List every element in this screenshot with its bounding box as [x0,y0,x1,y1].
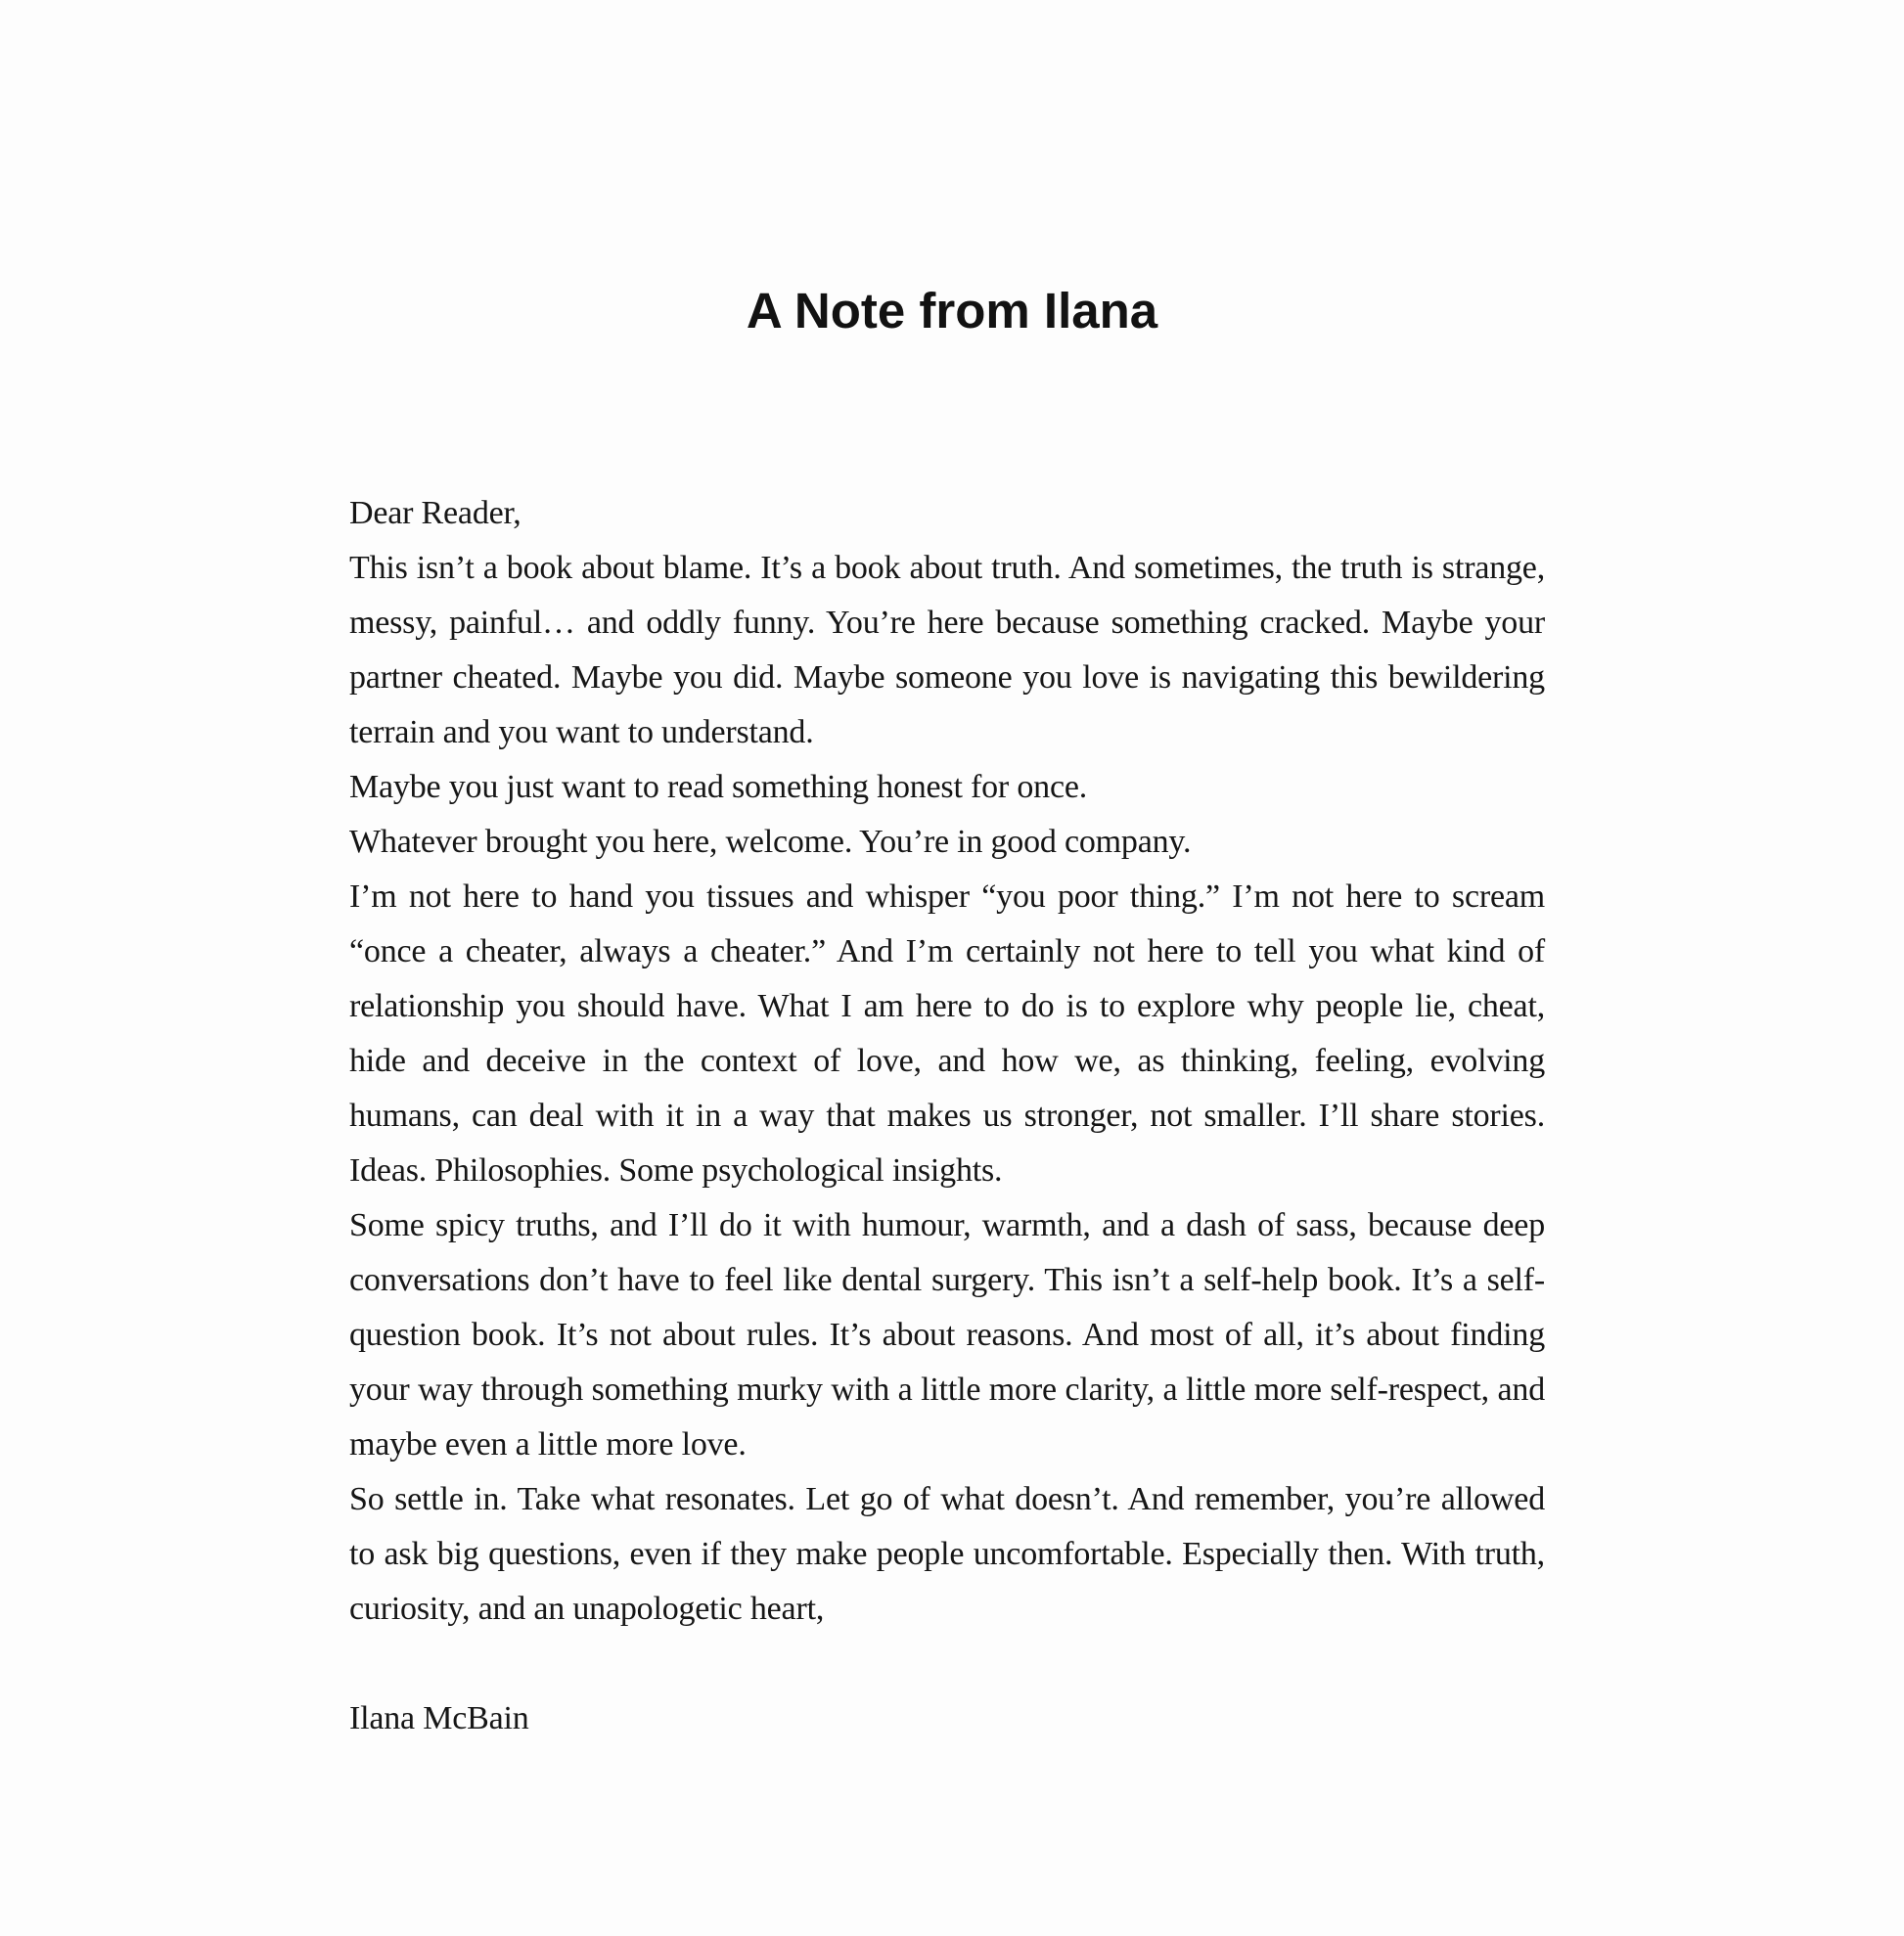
paragraph: I’m not here to hand you tissues and whisper “you poor thing.” I’m not here to scream “once a cheater, always a cheater.” And I’m certainly not here to tell you what kind of relationship you should have. What I am here to do is to explore why people lie, cheat, hide and deceive in the context of love, and how we, as thinking, feeling, evolving humans, can deal with it in a way that makes us stronger, not smaller. I’ll share stories. Ideas. Philosophies. Some psychological insights. [349,878,1545,1189]
paragraph: This isn’t a book about blame. It’s a book about truth. And sometimes, the truth is strange, messy, painful… and oddly funny. You’re here because something cracked. Maybe your partner cheated. Maybe you did. Maybe someone you love is navigating this bewildering terrain and you want to understand. [349,550,1545,750]
page-title: A Note from Ilana [746,283,1158,338]
paragraph: So settle in. Take what resonates. Let go of what doesn’t. And remember, you’re allowed to ask big questions, even if they make people uncomfortable. Especially then. With truth, curiosity, and an unapologetic heart, [349,1481,1545,1627]
paragraph: Some spicy truths, and I’ll do it with humour, warmth, and a dash of sass, because deep conversations don’t have to feel like dental surgery. This isn’t a self-help book. It’s a self-question book. It’s not about rules. It’s about reasons. And most of all, it’s about finding your way through something murky with a little more clarity, a little more self-respect, and maybe even a little more love. [349,1207,1545,1463]
paragraph: Maybe you just want to read something honest for once. [349,769,1088,805]
signature: Ilana McBain [349,1700,529,1736]
note-body [349,486,1545,1746]
paragraph: Whatever brought you here, welcome. You’re in good company. [349,824,1192,860]
paragraph-salutation: Dear Reader, [349,495,521,531]
